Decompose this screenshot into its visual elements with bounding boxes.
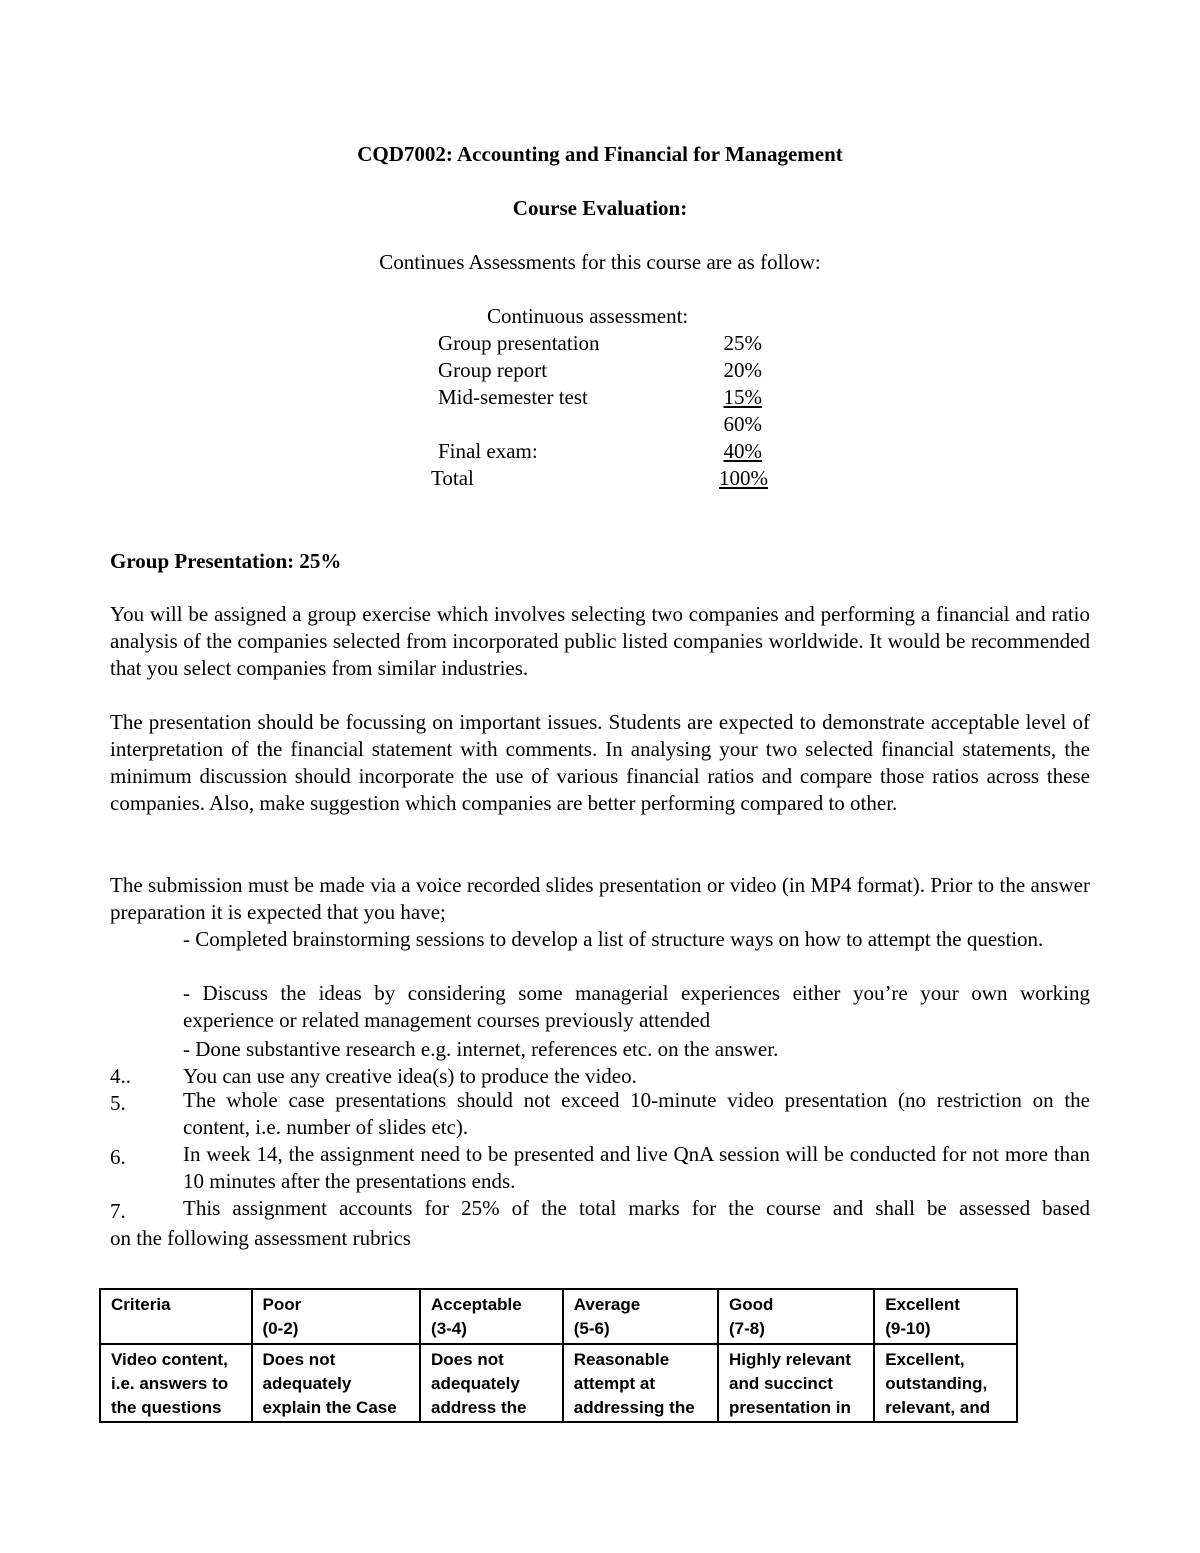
- list-item: In week 14, the assignment need to be presented and live QnA session will be conducted for not more than 10 minutes after the presentations ends.: [183, 1142, 1090, 1193]
- table-cell: Does not adequately address the: [420, 1344, 563, 1422]
- course-title: CQD7002: Accounting and Financial for Management: [357, 142, 843, 166]
- final-exam-value: 40%: [723, 439, 762, 463]
- summary-item-label: Group report: [438, 358, 548, 382]
- header-cell: Average (5-6): [563, 1289, 718, 1344]
- summary-item-label: Mid-semester test: [438, 385, 588, 409]
- list-item: - Done substantive research e.g. internet, references etc. on the answer.: [183, 1037, 779, 1061]
- list-number: 5.: [110, 1091, 126, 1115]
- list-item: You can use any creative idea(s) to produce the video.: [183, 1064, 637, 1088]
- summary-subtotal: 60%: [723, 412, 762, 436]
- header-cell: Acceptable (3-4): [420, 1289, 563, 1344]
- paragraph: The submission must be made via a voice recorded slides presentation or video (in MP4 format). Prior to the answer preparation it is expected that you have;: [110, 873, 1090, 924]
- paragraph: You will be assigned a group exercise which involves selecting two companies and performing a financial and ratio analysis of the companies selected from incorporated public listed companies worldwide. It would be recommended that you select companies from similar industries.: [110, 602, 1090, 680]
- rubric-table: [99, 1288, 1018, 1423]
- paragraph: The presentation should be focussing on important issues. Students are expected to demonstrate acceptable level of interpretation of the financial statement with comments. In analysing your two selected financial statements, the minimum discussion should incorporate the use of various financial ratios and compare those ratios across these companies. Also, make suggestion which companies are better performing compared to other.: [110, 710, 1090, 815]
- table-header-row: [100, 1289, 1017, 1344]
- section-heading: Group Presentation: 25%: [110, 549, 342, 573]
- table-cell: Highly relevant and succinct presentation in: [718, 1344, 874, 1422]
- table-cell: Video content, i.e. answers to the questions: [100, 1344, 252, 1422]
- list-item: This assignment accounts for 25% of the total marks for the course and shall be assessed based: [183, 1196, 1090, 1220]
- intro-line: Continues Assessments for this course are as follow:: [379, 250, 821, 274]
- summary-item-label: Group presentation: [438, 331, 600, 355]
- evaluation-heading: Course Evaluation:: [512, 196, 688, 220]
- table-cell: Excellent, outstanding, relevant, and: [874, 1344, 1017, 1422]
- summary-heading: Continuous assessment:: [487, 304, 689, 328]
- list-item-continuation: on the following assessment rubrics: [110, 1226, 411, 1250]
- table-row: [100, 1344, 1017, 1422]
- summary-item-value: 25%: [723, 331, 762, 355]
- table-cell: Reasonable attempt at addressing the: [563, 1344, 718, 1422]
- list-item: - Completed brainstorming sessions to develop a list of structure ways on how to attempt the question.: [183, 927, 1044, 951]
- total-value: 100%: [719, 466, 768, 490]
- list-item: - Discuss the ideas by considering some managerial experiences either you’re your own working experience or related management courses previously attended: [183, 981, 1090, 1032]
- list-number: 6.: [110, 1145, 126, 1169]
- header-cell: Excellent (9-10): [874, 1289, 1017, 1344]
- final-exam-label: Final exam:: [438, 439, 538, 463]
- list-number: 7.: [110, 1199, 126, 1223]
- total-label: Total: [431, 466, 474, 490]
- header-cell: Poor (0-2): [252, 1289, 421, 1344]
- summary-item-value: 20%: [723, 358, 762, 382]
- list-item: The whole case presentations should not exceed 10-minute video presentation (no restriction on the content, i.e. number of slides etc).: [183, 1088, 1090, 1139]
- header-cell: Criteria: [100, 1289, 252, 1344]
- summary-item-value: 15%: [723, 385, 762, 409]
- header-cell: Good (7-8): [718, 1289, 874, 1344]
- table-cell: Does not adequately explain the Case: [252, 1344, 421, 1422]
- list-number: 4..: [110, 1064, 131, 1088]
